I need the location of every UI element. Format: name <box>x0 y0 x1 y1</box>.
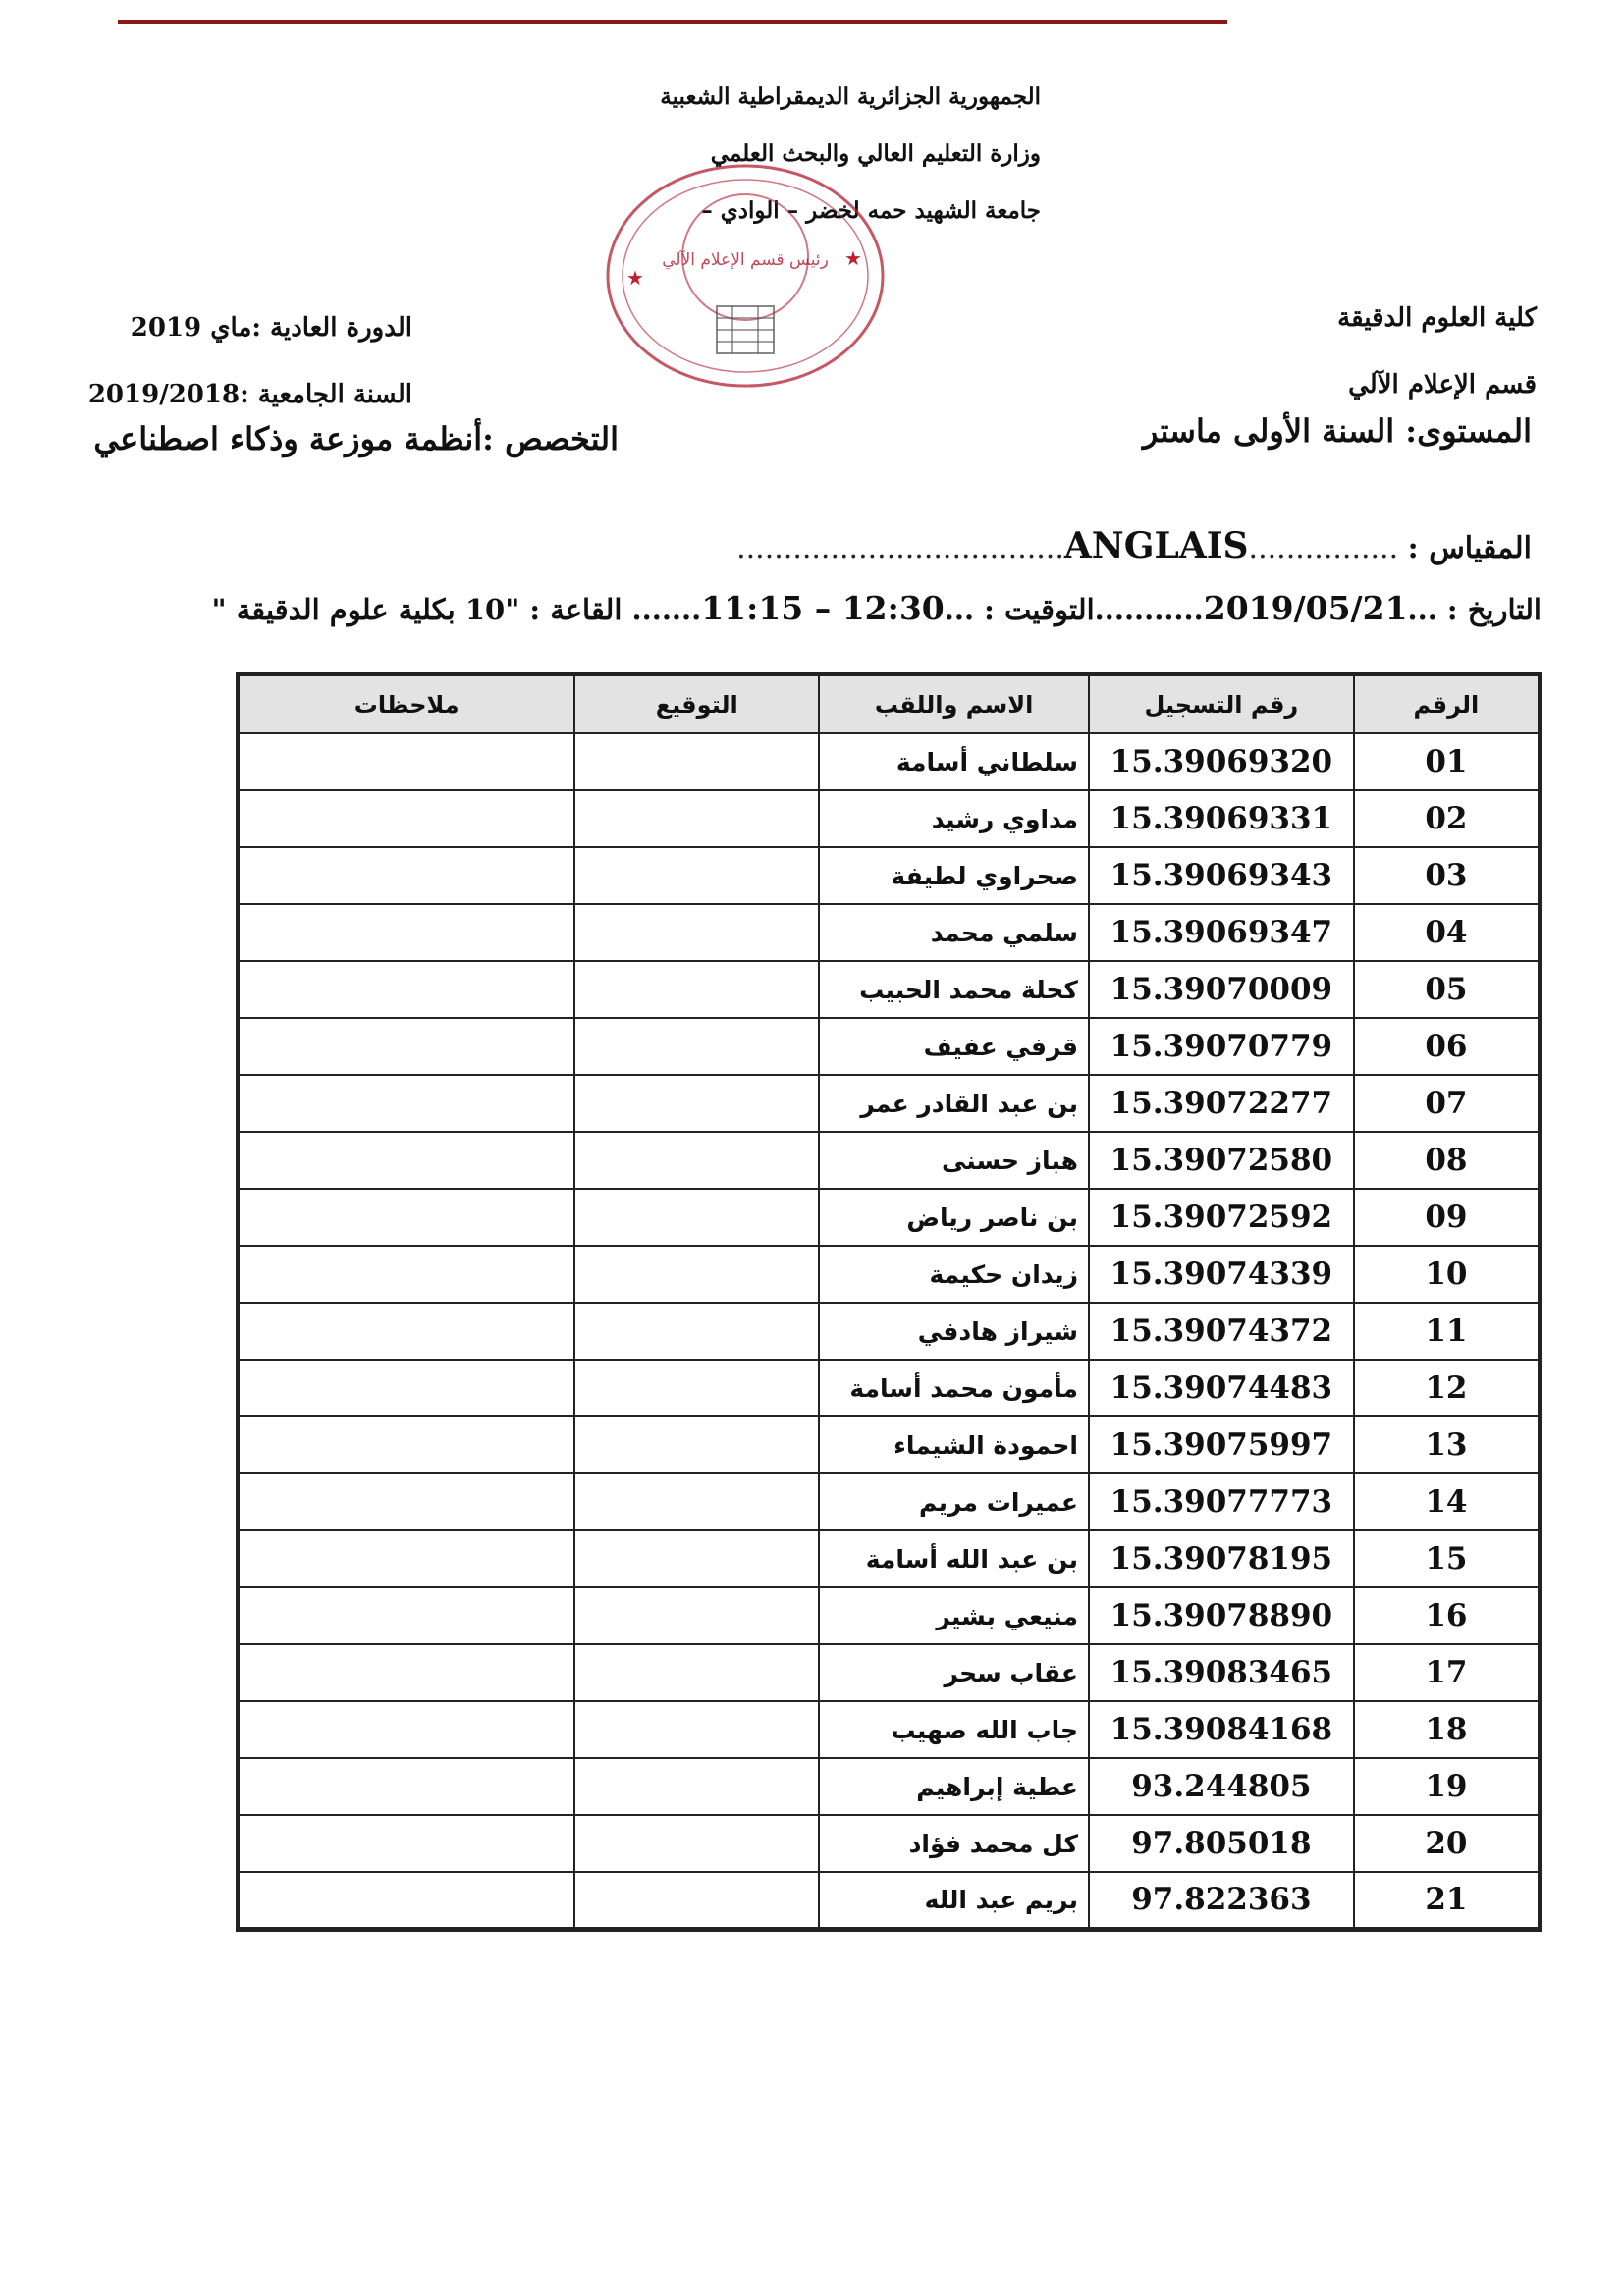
table-header-row <box>238 674 1540 733</box>
registration-number: 15.39072277 <box>1089 1075 1354 1132</box>
signature-cell <box>574 790 819 847</box>
row-number: 04 <box>1354 904 1540 961</box>
signature-cell <box>574 1587 819 1644</box>
row-number: 03 <box>1354 847 1540 904</box>
registration-number: 97.805018 <box>1089 1815 1354 1872</box>
department-stamp <box>601 159 890 393</box>
table-row <box>238 1018 1540 1075</box>
module-label: المقياس : <box>1407 531 1532 565</box>
student-name: كل محمد فؤاد <box>819 1815 1089 1872</box>
faculty-name: كلية العلوم الدقيقة <box>1337 303 1537 333</box>
notes-cell <box>238 1303 574 1360</box>
room-label: ....... القاعة : " <box>505 593 702 626</box>
table-row <box>238 847 1540 904</box>
session-label: الدورة العادية :ماي 2019 <box>130 313 412 343</box>
university-name: جامعة الشهيد حمه لخضر – الوادي – <box>701 197 1041 224</box>
signature-cell <box>574 1758 819 1815</box>
row-number: 07 <box>1354 1075 1540 1132</box>
notes-cell <box>238 1132 574 1189</box>
row-number: 21 <box>1354 1872 1540 1929</box>
row-number: 11 <box>1354 1303 1540 1360</box>
notes-cell <box>238 847 574 904</box>
student-name: بن ناصر رياض <box>819 1189 1089 1246</box>
registration-number: 15.39072592 <box>1089 1189 1354 1246</box>
signature-cell <box>574 1815 819 1872</box>
table-row <box>238 1758 1540 1815</box>
notes-cell <box>238 1075 574 1132</box>
registration-number: 15.39074339 <box>1089 1246 1354 1303</box>
notes-cell <box>238 1360 574 1416</box>
notes-cell <box>238 1758 574 1815</box>
signature-cell <box>574 1189 819 1246</box>
notes-cell <box>238 1018 574 1075</box>
table-row <box>238 1360 1540 1416</box>
registration-number: 15.39074372 <box>1089 1303 1354 1360</box>
registration-number: 97.822363 <box>1089 1872 1354 1929</box>
student-name: جاب الله صهيب <box>819 1701 1089 1758</box>
module-dots-after: ................................... <box>736 531 1064 565</box>
row-number: 06 <box>1354 1018 1540 1075</box>
row-number: 19 <box>1354 1758 1540 1815</box>
attendance-table <box>236 672 1542 1932</box>
row-number: 09 <box>1354 1189 1540 1246</box>
time-label: ...........التوقيت : ... <box>944 593 1204 626</box>
student-name: بن عبد القادر عمر <box>819 1075 1089 1132</box>
signature-cell <box>574 1360 819 1416</box>
notes-cell <box>238 1587 574 1644</box>
date-label: التاريخ : ... <box>1407 593 1542 626</box>
registration-number: 15.39069343 <box>1089 847 1354 904</box>
registration-number: 15.39069331 <box>1089 790 1354 847</box>
table-row <box>238 790 1540 847</box>
level-label: المستوى: السنة الأولى ماستر <box>1142 412 1532 450</box>
exam-date: 2019/05/21 <box>1203 589 1408 627</box>
student-name: مأمون محمد أسامة <box>819 1360 1089 1416</box>
student-name: عميرات مريم <box>819 1473 1089 1530</box>
specialty-label: التخصص :أنظمة موزعة وذكاء اصطناعي <box>93 420 619 457</box>
academic-year-label: السنة الجامعية :2019/2018 <box>87 380 412 409</box>
exam-time: 11:15 – 12:30 <box>701 589 945 627</box>
registration-number: 15.39072580 <box>1089 1132 1354 1189</box>
notes-cell <box>238 733 574 790</box>
ministry-name: وزارة التعليم العالي والبحث العلمي <box>710 140 1041 167</box>
signature-cell <box>574 733 819 790</box>
notes-cell <box>238 904 574 961</box>
student-name: بريم عبد الله <box>819 1872 1089 1929</box>
table-row <box>238 1701 1540 1758</box>
notes-cell <box>238 1473 574 1530</box>
republic-name: الجمهورية الجزائرية الديمقراطية الشعبية <box>660 83 1041 110</box>
module-name: ANGLAIS <box>1063 525 1249 566</box>
table-row <box>238 1246 1540 1303</box>
registration-number: 15.39078890 <box>1089 1587 1354 1644</box>
table-row <box>238 1530 1540 1587</box>
student-name: مداوي رشيد <box>819 790 1089 847</box>
header-registration: رقم التسجيل <box>1089 674 1354 733</box>
table-row <box>238 1815 1540 1872</box>
notes-cell <box>238 1530 574 1587</box>
registration-number: 15.39069347 <box>1089 904 1354 961</box>
notes-cell <box>238 1416 574 1473</box>
row-number: 13 <box>1354 1416 1540 1473</box>
student-name: قرفي عفيف <box>819 1018 1089 1075</box>
student-name: سلطاني أسامة <box>819 733 1089 790</box>
student-name: عطية إبراهيم <box>819 1758 1089 1815</box>
signature-cell <box>574 1018 819 1075</box>
signature-cell <box>574 961 819 1018</box>
row-number: 08 <box>1354 1132 1540 1189</box>
module-line <box>589 525 1532 566</box>
table-row <box>238 904 1540 961</box>
row-number: 05 <box>1354 961 1540 1018</box>
row-number: 10 <box>1354 1246 1540 1303</box>
row-number: 12 <box>1354 1360 1540 1416</box>
student-name: احمودة الشيماء <box>819 1416 1089 1473</box>
department-name: قسم الإعلام الآلي <box>1348 370 1537 400</box>
signature-cell <box>574 1132 819 1189</box>
table-row <box>238 1587 1540 1644</box>
signature-cell <box>574 1473 819 1530</box>
registration-number: 93.244805 <box>1089 1758 1354 1815</box>
student-name: بن عبد الله أسامة <box>819 1530 1089 1587</box>
notes-cell <box>238 1189 574 1246</box>
exam-room: 10 بكلية علوم الدقيقة " <box>211 593 506 626</box>
top-border-line <box>118 20 1227 24</box>
signature-cell <box>574 904 819 961</box>
table-row <box>238 1872 1540 1929</box>
table-row <box>238 733 1540 790</box>
signature-cell <box>574 1644 819 1701</box>
signature-cell <box>574 1872 819 1929</box>
svg-text:★: ★ <box>844 246 862 270</box>
notes-cell <box>238 1644 574 1701</box>
student-name: شيراز هادفي <box>819 1303 1089 1360</box>
signature-cell <box>574 1530 819 1587</box>
signature-cell <box>574 1303 819 1360</box>
registration-number: 15.39074483 <box>1089 1360 1354 1416</box>
table-row <box>238 1075 1540 1132</box>
table-row <box>238 1132 1540 1189</box>
registration-number: 15.39069320 <box>1089 733 1354 790</box>
signature-cell <box>574 1075 819 1132</box>
registration-number: 15.39084168 <box>1089 1701 1354 1758</box>
registration-number: 15.39077773 <box>1089 1473 1354 1530</box>
student-name: هباز حسنى <box>819 1132 1089 1189</box>
table-row <box>238 1189 1540 1246</box>
header-name: الاسم واللقب <box>819 674 1089 733</box>
notes-cell <box>238 790 574 847</box>
registration-number: 15.39070009 <box>1089 961 1354 1018</box>
row-number: 14 <box>1354 1473 1540 1530</box>
row-number: 15 <box>1354 1530 1540 1587</box>
row-number: 18 <box>1354 1701 1540 1758</box>
row-number: 16 <box>1354 1587 1540 1644</box>
notes-cell <box>238 1872 574 1929</box>
module-dots-before: ................ <box>1248 531 1408 565</box>
student-name: كحلة محمد الحبيب <box>819 961 1089 1018</box>
registration-number: 15.39075997 <box>1089 1416 1354 1473</box>
header-number: الرقم <box>1354 674 1540 733</box>
exam-info-line <box>137 589 1542 627</box>
stamp-text: رئيس قسم الإعلام الآلي <box>662 250 829 270</box>
notes-cell <box>238 1815 574 1872</box>
signature-cell <box>574 1416 819 1473</box>
table-row <box>238 1303 1540 1360</box>
table-row <box>238 1416 1540 1473</box>
row-number: 20 <box>1354 1815 1540 1872</box>
row-number: 02 <box>1354 790 1540 847</box>
table-row <box>238 1473 1540 1530</box>
student-name: صحراوي لطيفة <box>819 847 1089 904</box>
registration-number: 15.39078195 <box>1089 1530 1354 1587</box>
header-signature: التوقيع <box>574 674 819 733</box>
svg-text:★: ★ <box>626 266 644 290</box>
row-number: 01 <box>1354 733 1540 790</box>
student-name: منيعي بشير <box>819 1587 1089 1644</box>
notes-cell <box>238 961 574 1018</box>
notes-cell <box>238 1246 574 1303</box>
student-name: عقاب سحر <box>819 1644 1089 1701</box>
registration-number: 15.39070779 <box>1089 1018 1354 1075</box>
table-row <box>238 1644 1540 1701</box>
signature-cell <box>574 1701 819 1758</box>
signature-cell <box>574 1246 819 1303</box>
row-number: 17 <box>1354 1644 1540 1701</box>
faculty-info <box>1237 285 1537 418</box>
attendance-table-wrap <box>236 672 1542 1932</box>
student-name: زيدان حكيمة <box>819 1246 1089 1303</box>
signature-cell <box>574 847 819 904</box>
table-row <box>238 961 1540 1018</box>
header-notes: ملاحظات <box>238 674 574 733</box>
notes-cell <box>238 1701 574 1758</box>
session-info <box>59 294 412 428</box>
registration-number: 15.39083465 <box>1089 1644 1354 1701</box>
student-name: سلمي محمد <box>819 904 1089 961</box>
